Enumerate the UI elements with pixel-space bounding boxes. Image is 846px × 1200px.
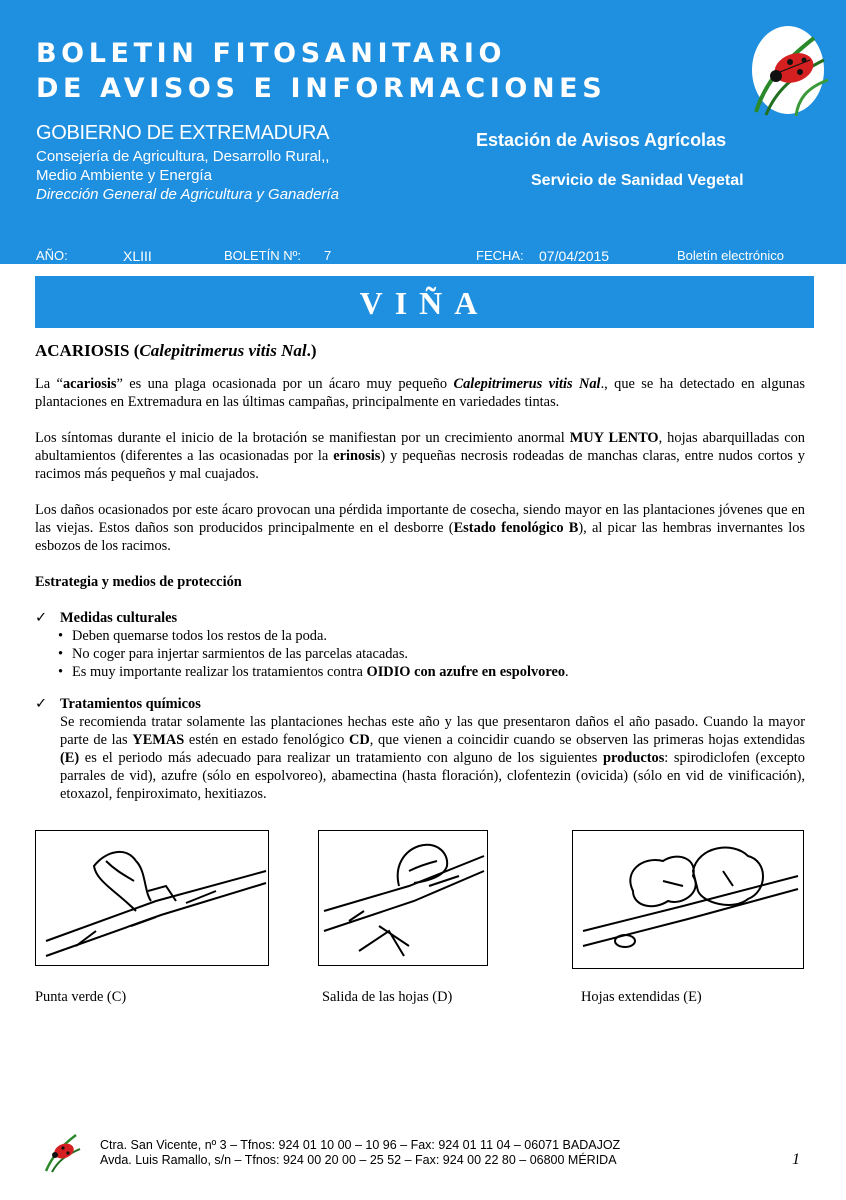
government-name: GOBIERNO DE EXTREMADURA xyxy=(36,122,330,144)
caption-green-tip: Punta verde (C) xyxy=(35,989,127,1005)
title-line-2: DE AVISOS E INFORMACIONES xyxy=(36,73,607,104)
government-block xyxy=(36,124,339,204)
footer-ladybug-logo-icon xyxy=(38,1127,82,1173)
title-line-1: BOLETIN FITOSANITARIO xyxy=(36,38,507,69)
crop-banner: VIÑA xyxy=(35,276,814,328)
header-band xyxy=(0,0,846,264)
service-name: Servicio de Sanidad Vegetal xyxy=(531,172,744,189)
page-number: 1 xyxy=(792,1151,800,1168)
checkmark-icon: ✓ xyxy=(35,696,48,712)
ministry-line-1: Consejería de Agricultura, Desarrollo Rural,, xyxy=(36,148,330,165)
address-badajoz: Ctra. San Vicente, nº 3 – Tfnos: 924 01 10 00 – 10 96 – Fax: 924 01 11 04 – 06071 BADAJOZ xyxy=(100,1138,621,1152)
caption-leaves-extended: Hojas extendidas (E) xyxy=(581,989,702,1005)
bulletin-number-value: 7 xyxy=(324,248,332,263)
checkmark-icon: ✓ xyxy=(35,610,48,626)
directorate: Dirección General de Agricultura y Ganadería xyxy=(36,186,339,203)
station-name: Estación de Avisos Agrícolas xyxy=(476,130,727,150)
year-label: AÑO: xyxy=(36,248,68,263)
paragraph-damage: Los daños ocasionados por este ácaro provocan una pérdida importante de cosecha, siendo mayor en las plantaciones jóvenes que en las viejas. Estos daños son producidos principalmente en el desborre (Estado fenológico B), al picar las hembras invernantes los esbozos de los racimos. xyxy=(35,502,806,554)
figure-green-tip xyxy=(35,830,269,966)
chemical-treatments-heading: ✓ Tratamientos químicos xyxy=(35,696,201,712)
figure-leaf-emergence xyxy=(318,830,488,966)
paragraph-intro: La “acariosis” es una plaga ocasionada por un ácaro muy pequeño Calepitrimerus vitis Nal., que se ha detectado en algunas plantaciones en Extremadura en las últimas campañas, principalmente en variedades tintas. xyxy=(35,376,805,410)
paragraph-symptoms: Los síntomas durante el inicio de la brotación se manifiestan por un crecimiento anormal MUY LENTO, hojas abarquilladas con abultamientos (diferentes a las ocasionadas por la erinosis) y pequeñas necrosis rodeadas de manchas claras, entre nudos cortos y racimos más pequeños y mal cuajados. xyxy=(35,430,805,482)
section-title: ACARIOSIS (Calepitrimerus vitis Nal.) xyxy=(35,341,317,360)
cultural-measures-list xyxy=(35,627,805,681)
bulletin-type: Boletín electrónico xyxy=(677,248,784,263)
list-item: • Deben quemarse todos los restos de la poda. xyxy=(72,627,805,645)
year-value: XLIII xyxy=(123,248,152,264)
list-item: • No coger para injertar sarmientos de las parcelas atacadas. xyxy=(72,645,805,663)
footer-addresses xyxy=(100,1138,620,1168)
ministry-line-2: Medio Ambiente y Energía xyxy=(36,167,212,184)
figure-leaves-extended xyxy=(572,830,804,969)
date-value: 07/04/2015 xyxy=(539,248,610,264)
cultural-measures-heading: ✓ Medidas culturales xyxy=(35,610,178,626)
bulletin-title xyxy=(36,36,606,106)
date-label: FECHA: xyxy=(476,248,524,263)
bulletin-number-label: BOLETÍN Nº: xyxy=(224,248,301,263)
list-item: • Es muy importante realizar los tratamientos contra OIDIO con azufre en espolvoreo. xyxy=(72,663,805,681)
ladybug-logo-icon xyxy=(736,20,832,120)
chemical-treatments-text: Se recomienda tratar solamente las plantaciones hechas este año y las que presentaron daños el año pasado. Cuando la mayor parte de las YEMAS estén en estado fenológico CD, que vienen a coincidir cuando se observen las primeras hojas extendidas (E) es el periodo más adecuado para realizar un tratamiento con alguno de los siguientes productos: spirodiclofen (excepto parrales de vid), azufre (sólo en espolvoreo), abamectina (hasta floración), clofentezin (ovicida) (sólo en vid de vinificación), etoxazol, fenpiroximato, hexitiazos. xyxy=(60,714,805,802)
strategy-heading: Estrategia y medios de protección xyxy=(35,574,242,590)
address-merida: Avda. Luis Ramallo, s/n – Tfnos: 924 00 20 00 – 25 52 – Fax: 924 00 22 80 – 06800 MÉRIDA xyxy=(100,1153,617,1167)
caption-leaf-emergence: Salida de las hojas (D) xyxy=(322,989,453,1005)
article-body xyxy=(35,342,805,803)
